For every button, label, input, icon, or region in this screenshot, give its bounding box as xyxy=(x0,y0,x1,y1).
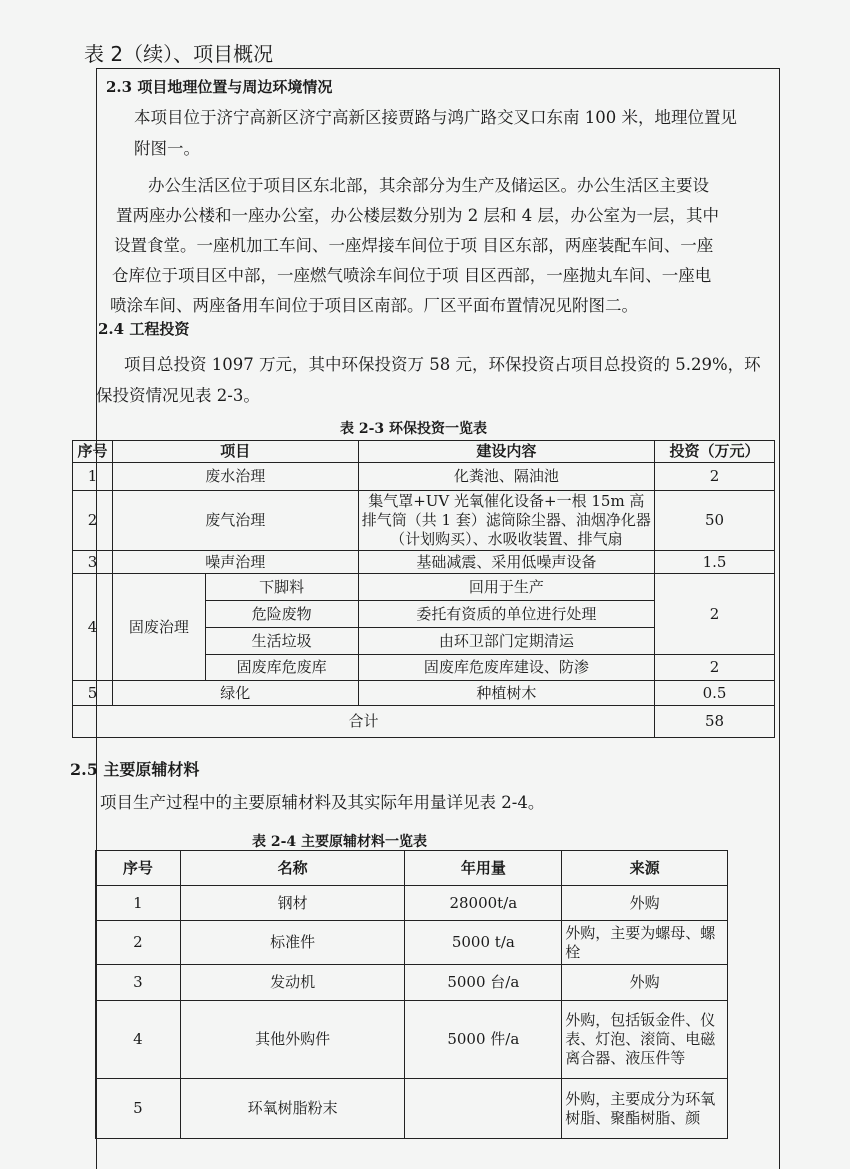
para-line: 设置食堂。一座机加工车间、一座焊接车间位于项 目区东部，两座装配车间、一座 xyxy=(114,236,714,255)
cell: 4 xyxy=(96,1001,181,1079)
section-2-5-heading: 2.5 主要原辅材料 xyxy=(70,760,200,779)
cell: 2 xyxy=(655,463,775,491)
table-row xyxy=(73,551,775,574)
para-line: 项目总投资 1097 万元，其中环保投资万 58 元，环保投资占项目总投资的 5.29%，环 xyxy=(124,355,761,374)
para-line: 置两座办公楼和一座办公室，办公楼层数分别为 2 层和 4 层，办公室为一层，其中 xyxy=(116,206,719,225)
table-row xyxy=(73,463,775,491)
cell: 2 xyxy=(73,491,113,551)
table-row xyxy=(96,1001,728,1079)
cell: 绿化 xyxy=(112,681,358,706)
header-cell: 年用量 xyxy=(405,851,562,886)
cell: 28000t/a xyxy=(405,886,562,921)
cell: 其他外购件 xyxy=(180,1001,405,1079)
cell: 5 xyxy=(96,1079,181,1139)
cell: 标准件 xyxy=(180,921,405,965)
cell: 危险废物 xyxy=(205,601,358,628)
table-row xyxy=(73,491,775,551)
cell: 固废库危废库建设、防渗 xyxy=(358,655,655,681)
cell: 2 xyxy=(96,921,181,965)
para-line: 办公生活区位于项目区东北部，其余部分为生产及储运区。办公生活区主要设 xyxy=(148,176,709,195)
cell: 外购，包括钣金件、仪表、灯泡、滚筒、电磁 离合器、液压件等 xyxy=(562,1001,728,1079)
table-2-3-caption: 表 2-3 环保投资一览表 xyxy=(340,421,488,437)
para-line: 保投资情况见表 2-3。 xyxy=(96,386,260,405)
cell: 基础减震、采用低噪声设备 xyxy=(358,551,655,574)
cell: 委托有资质的单位进行处理 xyxy=(358,601,655,628)
cell: 生活垃圾 xyxy=(205,628,358,655)
cell: 集气罩+UV 光氧催化设备+一根 15m 高排气筒（共 1 套）滤筒除尘器、油烟净化器（计划购买）、水吸收装置、排气扇 xyxy=(358,491,655,551)
cell: 5000 t/a xyxy=(405,921,562,965)
para-line: 附图一。 xyxy=(134,139,200,158)
table-header-row xyxy=(96,851,728,886)
section-2-4-heading: 2.4 工程投资 xyxy=(98,320,190,338)
cell: 1 xyxy=(73,463,113,491)
cell: 1.5 xyxy=(655,551,775,574)
cell: 固废治理 xyxy=(112,574,205,681)
cell: 固废库危废库 xyxy=(205,655,358,681)
cell: 5000 件/a xyxy=(405,1001,562,1079)
cell: 0.5 xyxy=(655,681,775,706)
header-cell: 名称 xyxy=(180,851,405,886)
cell: 5 xyxy=(73,681,113,706)
header-cell: 序号 xyxy=(73,441,113,463)
table-row xyxy=(73,681,775,706)
cell: 外购，主要成分为环氧树脂、聚酯树脂、颜 xyxy=(562,1079,728,1139)
header-cell: 项目 xyxy=(112,441,358,463)
cell: 废气治理 xyxy=(112,491,358,551)
table-2-4 xyxy=(95,850,728,1139)
cell: 化粪池、隔油池 xyxy=(358,463,655,491)
cell: 58 xyxy=(655,706,775,738)
cell: 钢材 xyxy=(180,886,405,921)
header-cell: 建设内容 xyxy=(358,441,655,463)
cell: 外购 xyxy=(562,886,728,921)
cell: 5000 台/a xyxy=(405,965,562,1001)
para-line: 项目生产过程中的主要原辅材料及其实际年用量详见表 2-4。 xyxy=(100,793,545,812)
table-2-3 xyxy=(72,440,775,738)
cell: 回用于生产 xyxy=(358,574,655,601)
para-line: 仓库位于项目区中部，一座燃气喷涂车间位于项 目区西部，一座抛丸车间、一座电 xyxy=(112,266,712,285)
table-row xyxy=(73,574,775,601)
table-header-row xyxy=(73,441,775,463)
cell: 外购 xyxy=(562,965,728,1001)
cell: 环氧树脂粉末 xyxy=(180,1079,405,1139)
cell: 发动机 xyxy=(180,965,405,1001)
para-line: 本项目位于济宁高新区济宁高新区接贾路与鸿广路交叉口东南 100 米，地理位置见 xyxy=(134,108,737,127)
table-total-row xyxy=(73,706,775,738)
cell: 种植树木 xyxy=(358,681,655,706)
cell: 50 xyxy=(655,491,775,551)
cell: 废水治理 xyxy=(112,463,358,491)
cell: 3 xyxy=(73,551,113,574)
cell: 由环卫部门定期清运 xyxy=(358,628,655,655)
para-line: 喷涂车间、两座备用车间位于项目区南部。厂区平面布置情况见附图二。 xyxy=(110,296,638,315)
table-2-4-caption: 表 2-4 主要原辅材料一览表 xyxy=(252,834,428,850)
header-cell: 来源 xyxy=(562,851,728,886)
cell: 4 xyxy=(73,574,113,681)
header-cell: 投资（万元） xyxy=(655,441,775,463)
cell: 1 xyxy=(96,886,181,921)
cell: 3 xyxy=(96,965,181,1001)
cell: 外购，主要为螺母、螺 栓 xyxy=(562,921,728,965)
cell: 合计 xyxy=(73,706,655,738)
header-cell: 序号 xyxy=(96,851,181,886)
cell: 2 xyxy=(655,574,775,655)
cell: 噪声治理 xyxy=(112,551,358,574)
table-row xyxy=(96,965,728,1001)
cell: 2 xyxy=(655,655,775,681)
cell: 下脚料 xyxy=(205,574,358,601)
table-row xyxy=(96,921,728,965)
section-2-3-heading: 2.3 项目地理位置与周边环境情况 xyxy=(106,78,333,96)
table-row xyxy=(96,886,728,921)
page-title: 表 2（续）、项目概况 xyxy=(84,42,274,66)
